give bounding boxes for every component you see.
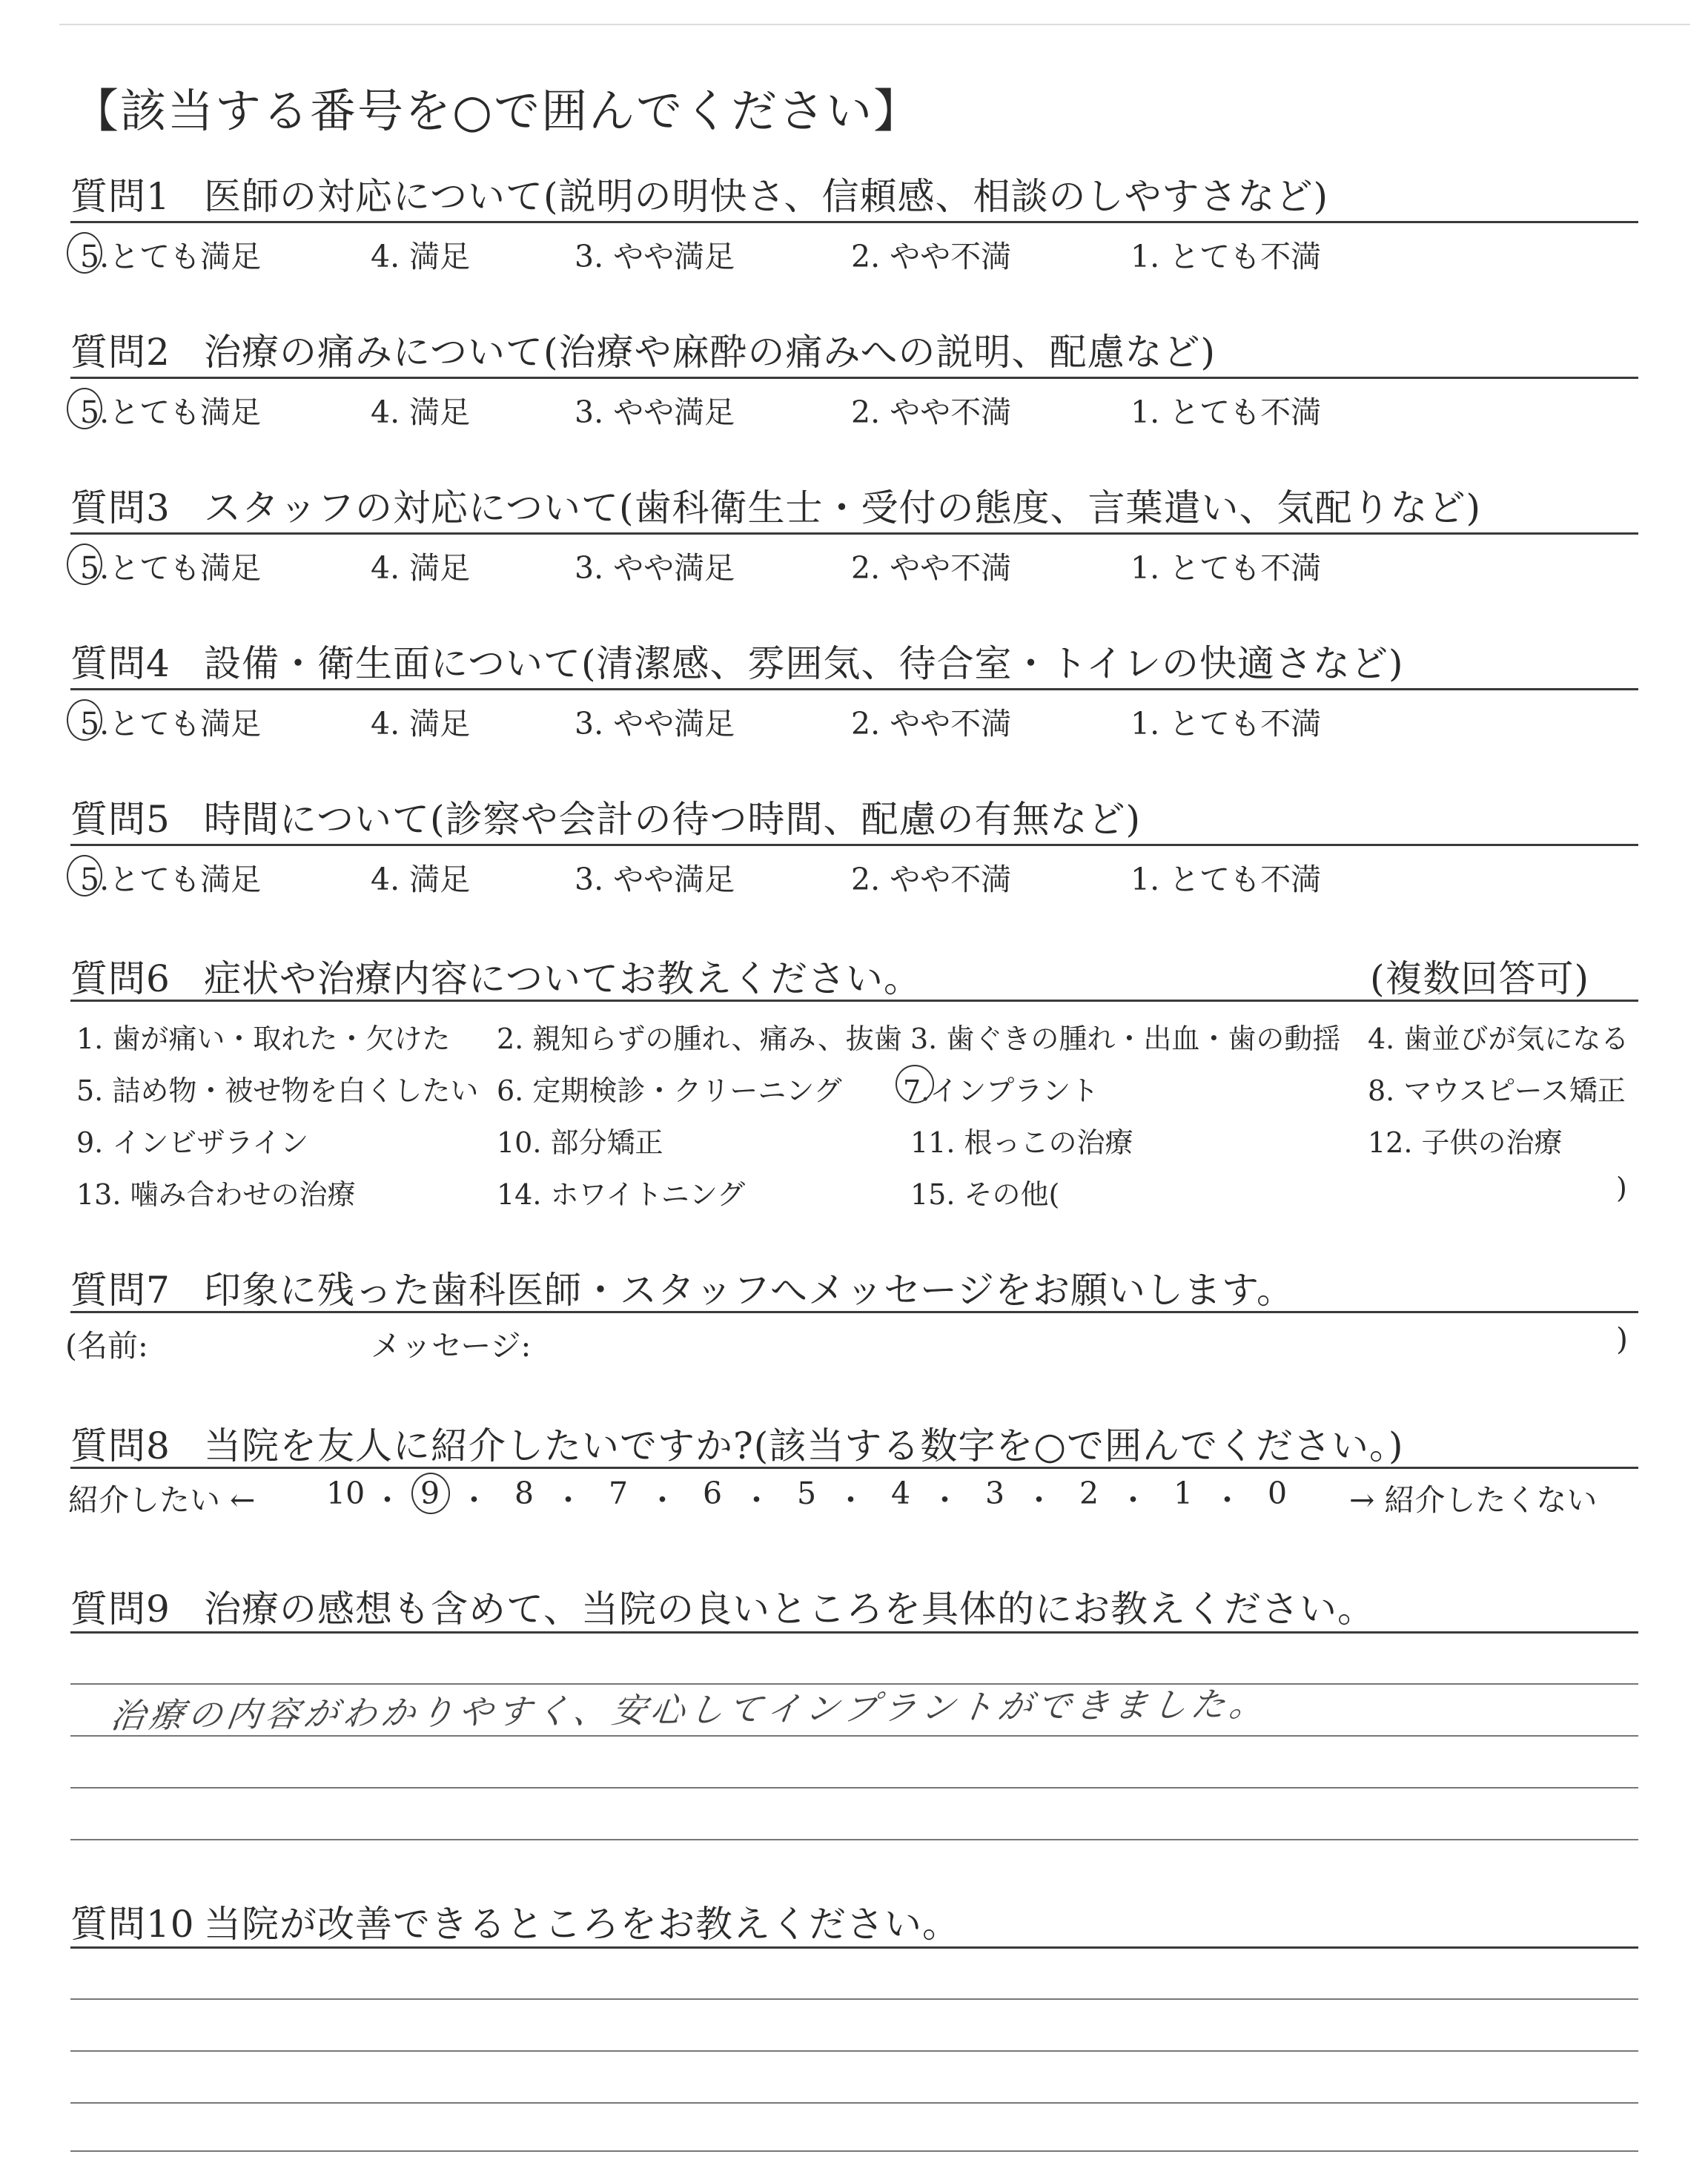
answer-line [70,1839,1638,1840]
scale-value-5[interactable]: 5 [797,1476,817,1511]
q7-message-label: メッセージ: [371,1328,532,1364]
rating-option-4[interactable]: 4. 満足 [371,394,471,430]
question-label: 質問1 [70,175,171,218]
q6-rule [70,1000,1638,1002]
selection-circle [67,855,102,896]
selection-circle [67,544,102,585]
question-label: 質問5 [70,798,171,841]
scale-value-1[interactable]: 1 [1174,1476,1194,1511]
q6-item[interactable]: 1. 歯が痛い・取れた・欠けた [76,1023,451,1055]
scale-separator: ・ [459,1482,489,1518]
q9-text: 治療の感想も含めて、当院の良いところを具体的にお教えください。 [204,1588,1375,1631]
answer-line [70,1787,1638,1789]
rating-option-3[interactable]: 3. やや満足 [575,394,735,430]
q8-right-label: → 紹介したくない [1349,1482,1598,1518]
rating-option-3[interactable]: 3. やや満足 [575,862,735,897]
question-rule [70,532,1638,535]
q6-note: (複数回答可) [1370,957,1590,1000]
question-text: 時間について(診察や会計の待つ時間、配慮の有無など) [204,798,1142,841]
rating-option-2[interactable]: 2. やや不満 [851,862,1012,897]
scale-value-6[interactable]: 6 [703,1476,723,1511]
rating-option-3[interactable]: 3. やや満足 [575,550,735,586]
q9-handwritten-answer: 治療の内容がわかりやすく、安心してインプラントができました。 [108,1683,1271,1736]
rating-option-3[interactable]: 3. やや満足 [575,239,735,274]
q6-label: 質問6 [70,957,171,1000]
rating-option-3[interactable]: 3. やや満足 [575,706,735,742]
q6-item[interactable]: 6. 定期検診・クリーニング [497,1074,842,1107]
rating-option-2[interactable]: 2. やや不満 [851,394,1012,430]
answer-line [70,1998,1638,2000]
scale-value-8[interactable]: 8 [514,1476,534,1511]
question-rule [70,377,1638,379]
q9-rule [70,1631,1638,1634]
selection-circle [67,388,102,429]
q6-other-close: ) [1616,1172,1627,1204]
rating-option-2[interactable]: 2. やや不満 [851,239,1012,274]
rating-option-4[interactable]: 4. 満足 [371,706,471,742]
selection-circle [896,1065,934,1103]
rating-option-1[interactable]: 1. とても不満 [1131,239,1322,274]
page-title: 【該当する番号を○で囲んでください】 [73,84,921,138]
q6-item[interactable]: 5. 詰め物・被せ物を白くしたい [76,1074,479,1107]
q6-item[interactable]: 14. ホワイトニング [497,1178,746,1211]
rating-option-5[interactable]: 5.とても満足 [80,394,262,430]
q8-label: 質問8 [70,1424,171,1467]
rating-option-5[interactable]: 5.とても満足 [80,706,262,742]
q8-rule [70,1467,1638,1469]
q8-left-label: 紹介したい ← [68,1482,256,1518]
rating-option-5[interactable]: 5.とても満足 [80,239,262,274]
q6-item[interactable]: 4. 歯並びが気になる [1368,1023,1629,1055]
selection-circle [67,232,102,274]
q7-close: ) [1616,1321,1628,1357]
scale-separator: ・ [835,1482,866,1518]
rating-option-1[interactable]: 1. とても不満 [1131,862,1322,897]
rating-option-1[interactable]: 1. とても不満 [1131,706,1322,742]
answer-line [70,2150,1638,2152]
scale-value-7[interactable]: 7 [609,1476,629,1511]
q6-text: 症状や治療内容についてお教えください。 [204,957,921,1000]
q6-item[interactable]: 11. 根っこの治療 [910,1126,1133,1159]
q6-item[interactable]: 9. インビザライン [76,1126,309,1159]
q7-rule [70,1311,1638,1313]
rating-option-4[interactable]: 4. 満足 [371,239,471,274]
q6-item[interactable]: 10. 部分矯正 [497,1126,663,1159]
q8-text: 当院を友人に紹介したいですか?(該当する数字を○で囲んでください。) [204,1424,1404,1467]
q10-rule [70,1946,1638,1949]
question-rule [70,221,1638,223]
scale-separator: ・ [647,1482,678,1518]
q9-label: 質問9 [70,1588,171,1631]
selection-circle [67,699,102,741]
q10-label: 質問10 [70,1903,195,1946]
question-text: スタッフの対応について(歯科衛生士・受付の態度、言葉遣い、気配りなど) [204,486,1482,529]
rating-option-1[interactable]: 1. とても不満 [1131,394,1322,430]
q6-item[interactable]: 8. マウスピース矯正 [1368,1074,1626,1107]
scale-separator: ・ [553,1482,583,1518]
selection-circle [411,1473,450,1514]
q6-item[interactable]: 13. 噛み合わせの治療 [76,1178,356,1211]
question-rule [70,688,1638,690]
rating-option-1[interactable]: 1. とても不満 [1131,550,1322,586]
scale-separator: ・ [930,1482,960,1518]
scale-value-2[interactable]: 2 [1079,1476,1099,1511]
rating-option-5[interactable]: 5.とても満足 [80,550,262,586]
question-label: 質問4 [70,642,171,685]
rating-option-2[interactable]: 2. やや不満 [851,706,1012,742]
rating-option-4[interactable]: 4. 満足 [371,862,471,897]
scale-separator: ・ [1118,1482,1148,1518]
scale-separator: ・ [372,1482,403,1518]
question-label: 質問2 [70,331,171,374]
q6-item[interactable]: 15. その他( [910,1178,1060,1211]
scale-value-3[interactable]: 3 [985,1476,1005,1511]
scale-value-9[interactable]: 9 [420,1476,440,1511]
q7-name-label: (名前: [65,1328,148,1364]
scale-value-0[interactable]: 0 [1268,1476,1288,1511]
question-label: 質問3 [70,486,171,529]
rating-option-4[interactable]: 4. 満足 [371,550,471,586]
q7-label: 質問7 [70,1269,171,1312]
q10-text: 当院が改善できるところをお教えください。 [204,1903,960,1946]
rating-option-5[interactable]: 5.とても満足 [80,862,262,897]
q6-item[interactable]: 2. 親知らずの腫れ、痛み、抜歯 [497,1023,902,1055]
rating-option-2[interactable]: 2. やや不満 [851,550,1012,586]
answer-line [70,2050,1638,2052]
q7-text: 印象に残った歯科医師・スタッフへメッセージをお願いします。 [204,1269,1294,1312]
q6-item-selected[interactable]: 7.インプラント [903,1074,1099,1107]
question-text: 治療の痛みについて(治療や麻酔の痛みへの説明、配慮など) [204,331,1217,374]
answer-line [70,2102,1638,2104]
scale-value-10[interactable]: 10 [326,1476,365,1511]
question-text: 設備・衛生面について(清潔感、雰囲気、待合室・トイレの快適さなど) [204,642,1404,685]
scale-separator: ・ [741,1482,772,1518]
top-edge-line [59,24,1690,25]
scale-separator: ・ [1024,1482,1054,1518]
q6-item[interactable]: 3. 歯ぐきの腫れ・出血・歯の動揺 [910,1023,1341,1055]
question-text: 医師の対応について(説明の明快さ、信頼感、相談のしやすさなど) [204,175,1329,218]
scale-value-4[interactable]: 4 [891,1476,911,1511]
scale-separator: ・ [1212,1482,1242,1518]
q6-item[interactable]: 12. 子供の治療 [1368,1126,1563,1159]
question-rule [70,844,1638,846]
